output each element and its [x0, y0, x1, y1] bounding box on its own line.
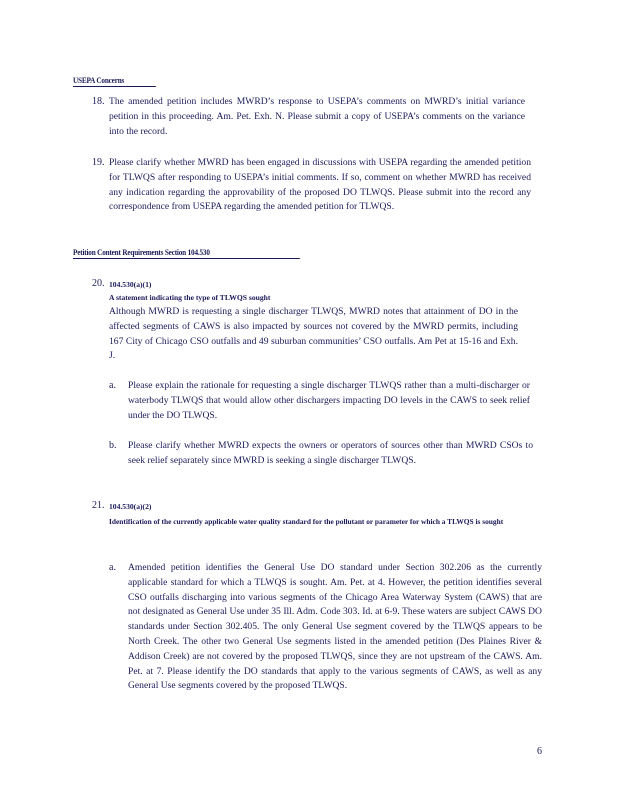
item-20b-text: Please clarify whether MWRD expects the owners or operators of sources other than MWRD CSOs to seek relief separately since MWRD is seeking a single discharger TLWQS.	[128, 440, 533, 466]
item-21a-text: Amended petition identifies the General Use DO standard under Section 302.206 as the currently applicable standard for which a TLWQS is sought. Am. Pet. at 4. However, the petition identifies several CSO outfalls discharging into various segments of the Chicago Area Waterway System (CAWS) that are not designated as General Use under 35 Ill. Adm. Code 303. Id. at 6-9. These waters are subject CAWS DO standards under Section 302.405. The only General Use segment covered by the TLWQS appears to be North Creek. The other two General Use segments listed in the amended petition (Des Plaines River & Addison Creek) are not covered by the proposed TLWQS, since they are not upstream of the CAWS. Am. Pet. at 7. Please identify the DO standards that apply to the various segments of CAWS, as well as any General Use segments covered by the proposed TLWQS.	[128, 562, 542, 692]
item-20-text: Although MWRD is requesting a single discharger TLWQS, MWRD notes that attainment of DO in the affected segments of CAWS is also impacted by sources not covered by the MWRD permits, including 167 City of Chicago CSO outfalls and 49 suburban communities’ CSO outfalls. Am Pet at 15-16 and Exh. J.	[109, 306, 518, 362]
item-20-number: 20.	[92, 278, 105, 289]
item-20a-text: Please explain the rationale for requesting a single discharger TLWQS rather than a multi-discharger or waterbody TLWQS that would allow other dischargers impacting DO levels in the CAWS to seek relief under the DO TLWQS.	[128, 380, 530, 421]
item-18-text: The amended petition includes MWRD’s response to USEPA’s comments on MWRD’s initial variance petition in this proceeding. Am. Pet. Exh. N. Please submit a copy of USEPA’s comments on the variance into the record.	[109, 96, 525, 137]
item-20b-label: b.	[109, 440, 117, 451]
section-heading-usepa: USEPA Concerns	[73, 76, 156, 87]
item-20-subtitle: A statement indicating the type of TLWQS sought	[109, 293, 271, 302]
item-21-citation: 104.530(a)(2)	[109, 502, 152, 511]
item-19-number: 19.	[92, 157, 105, 168]
item-20a-label: a.	[109, 380, 116, 391]
item-20-citation: 104.530(a)(1)	[109, 280, 152, 289]
item-18-number: 18.	[92, 96, 105, 107]
item-19-text: Please clarify whether MWRD has been engaged in discussions with USEPA regarding the amended petition for TLWQS after responding to USEPA’s initial comments. If so, comment on whether MWRD has received any indication regarding the approvability of the proposed DO TLWQS. Please submit into the record any correspondence from USEPA regarding the amended petition for TLWQS.	[109, 157, 531, 213]
item-21-number: 21.	[92, 500, 105, 511]
section-heading-petition: Petition Content Requirements Section 104.530	[73, 248, 300, 259]
item-21-subtitle: Identification of the currently applicable water quality standard for the pollutant or parameter for which a TLWQS is sought	[109, 517, 504, 526]
page-number: 6	[537, 746, 542, 757]
item-21a-label: a.	[109, 562, 116, 573]
